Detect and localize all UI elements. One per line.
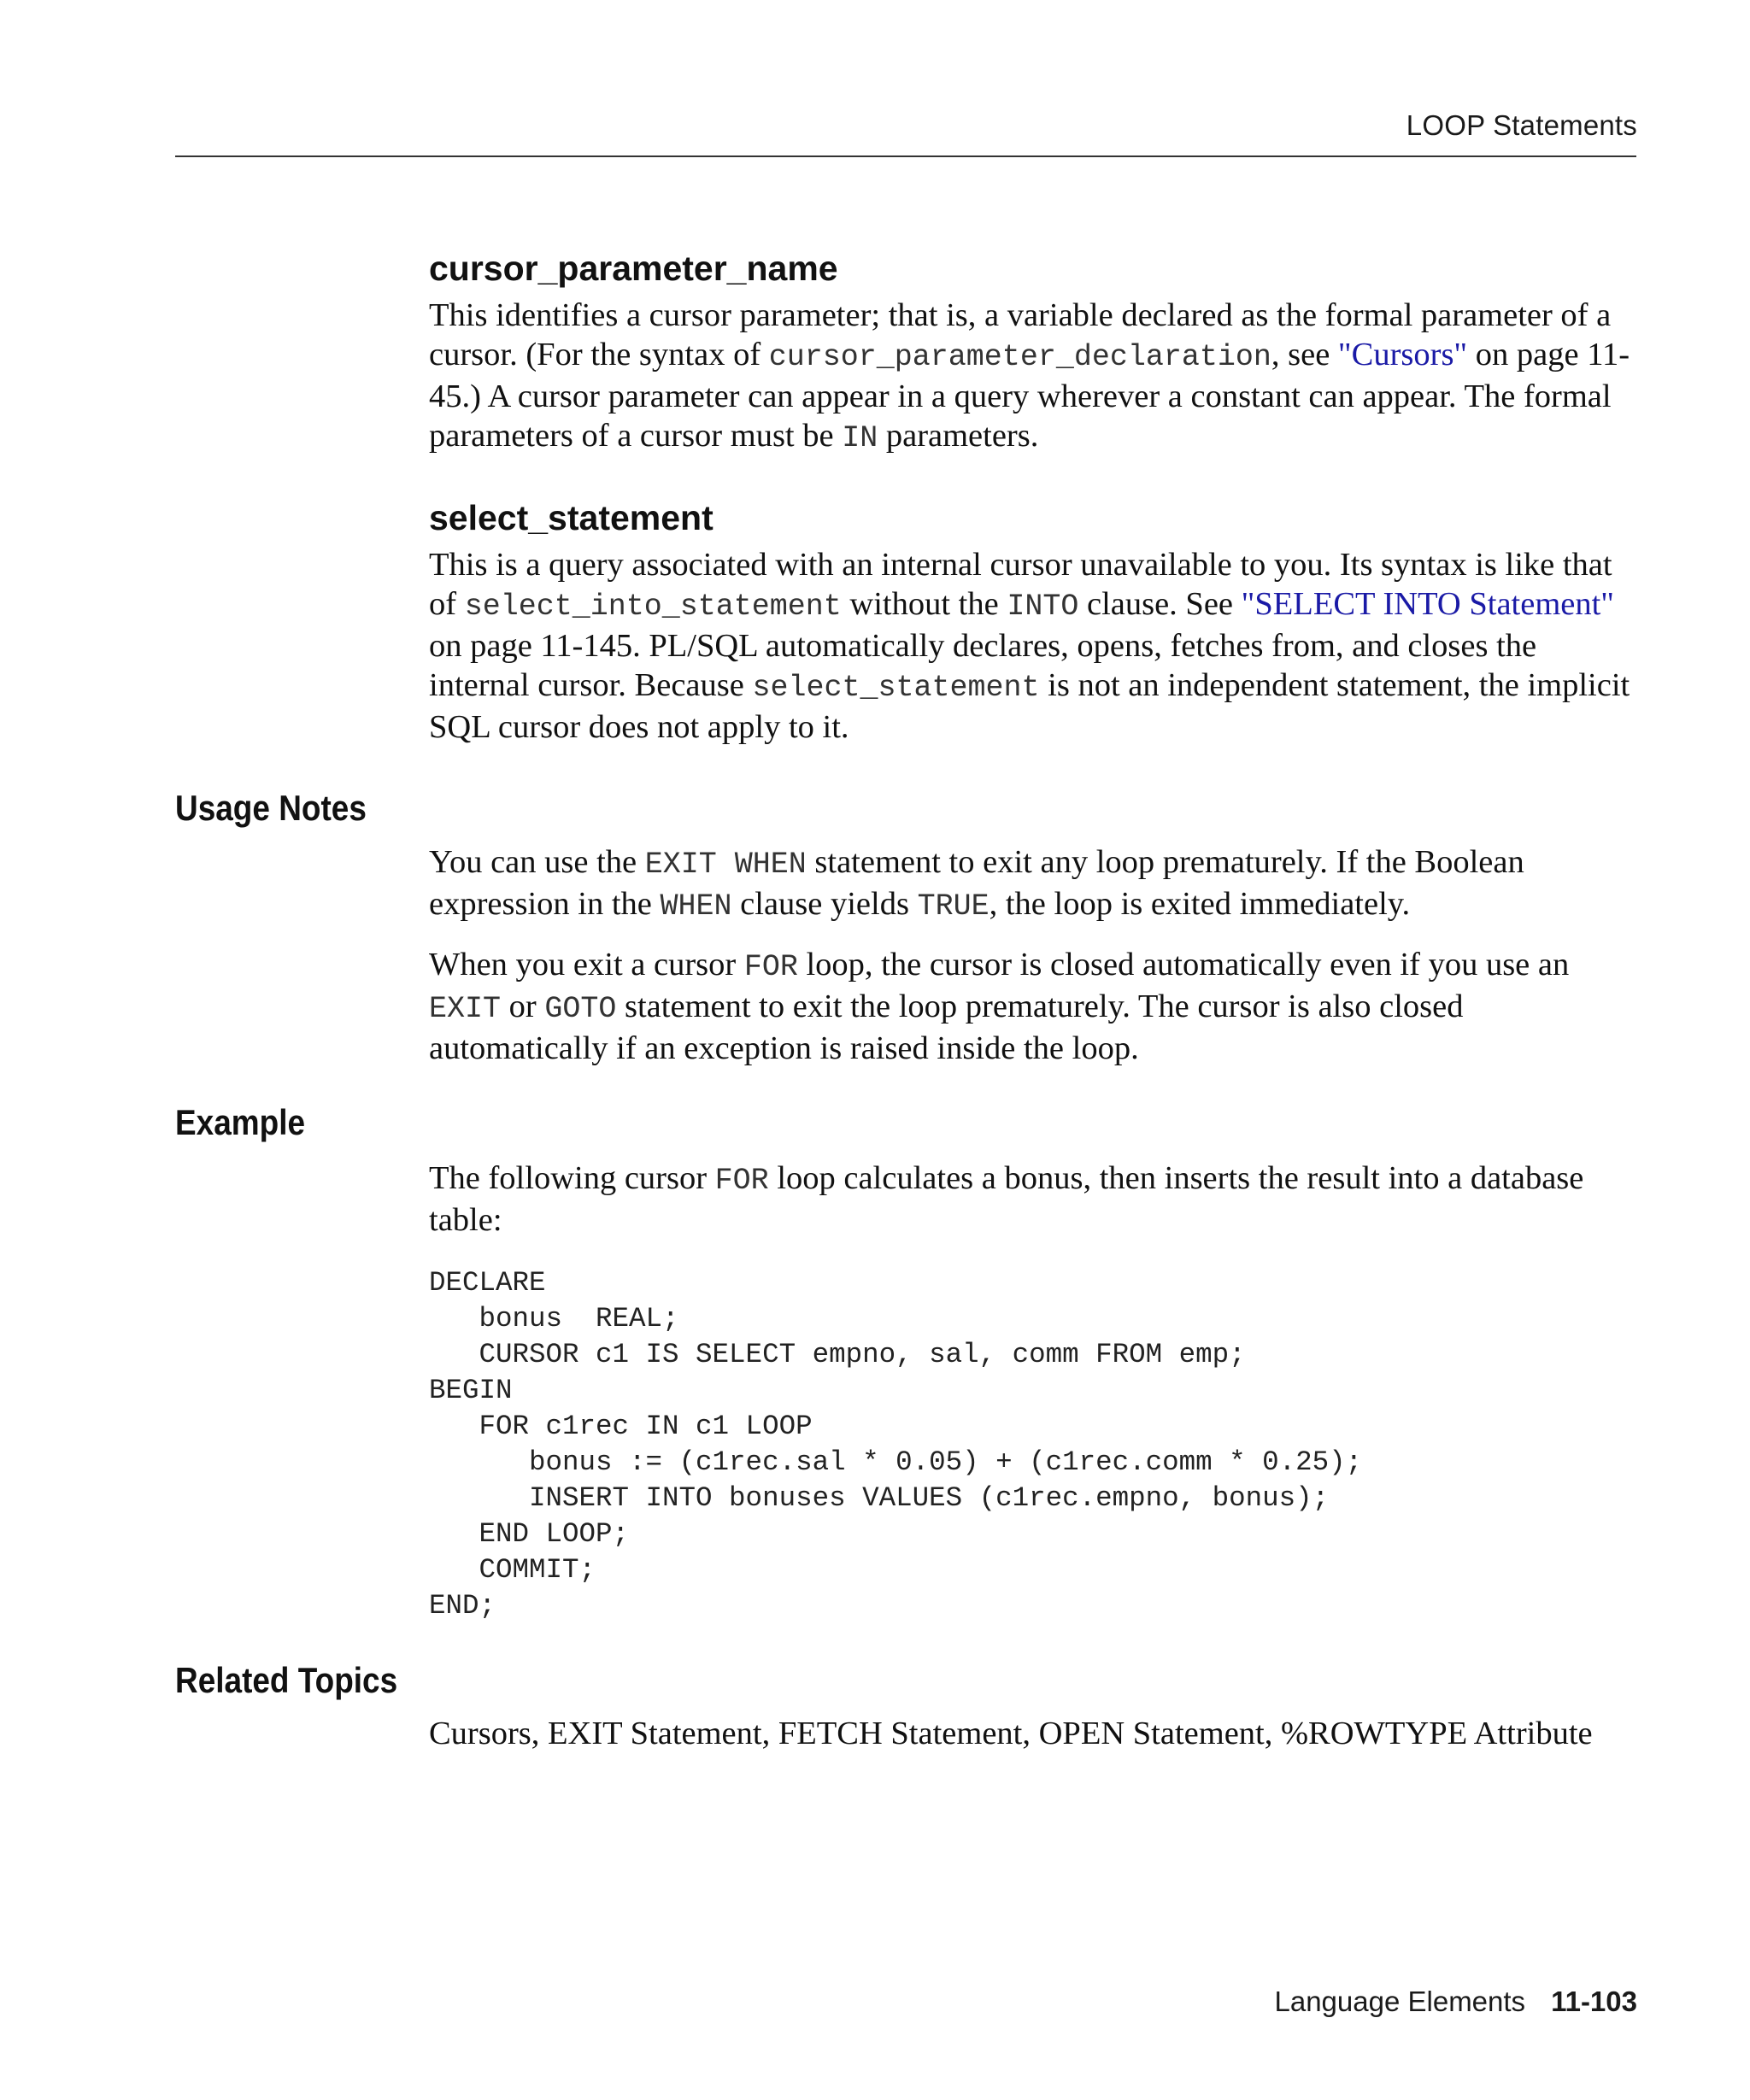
inline-code: WHEN <box>660 889 732 924</box>
inline-code: IN <box>842 421 878 455</box>
text: statement to exit the loop prematurely. The cursor is also closed automatically if an exception is raised inside the loop. <box>429 988 1464 1066</box>
page-footer <box>1275 1986 1638 2018</box>
inline-code: cursor_parameter_declaration <box>768 340 1271 374</box>
inline-code: EXIT WHEN <box>644 848 807 882</box>
page-number: 11-103 <box>1551 1986 1637 2017</box>
text: loop calculates a bonus, then inserts the result into a database table: <box>429 1160 1584 1238</box>
header-rule <box>175 155 1636 157</box>
text: This identifies a cursor parameter; that is, a variable declared as the formal parameter of a cursor. (For the syntax of <box>429 297 1612 372</box>
text: , see <box>1271 337 1338 372</box>
select-statement-block <box>429 497 1642 747</box>
inline-code: FOR <box>743 950 798 984</box>
example-code-block: DECLARE bonus REAL; CURSOR c1 IS SELECT empno, sal, comm FROM emp; BEGIN FOR c1rec IN c1 LOOP bonus := (c1rec.sal * 0.05) + (c1rec.comm * 0.25); INSERT INTO bonuses VALUES (c1rec.empno, bonus); END LOOP; COMMIT; END; <box>429 1267 1363 1622</box>
text: on page 11-145. PL/SQL automatically declares, opens, fetches from, and closes the internal cursor. Because <box>429 628 1537 703</box>
inline-code: INTO <box>1007 590 1079 624</box>
inline-code: select_statement <box>752 671 1040 705</box>
related-topics-text: Cursors, EXIT Statement, FETCH Statement, OPEN Statement, %ROWTYPE Attribute <box>429 1716 1593 1751</box>
related-topics-heading: Related Topics <box>175 1660 398 1700</box>
inline-code: GOTO <box>544 992 617 1026</box>
select-statement-heading: select_statement <box>429 498 714 537</box>
text: clause yields <box>731 886 918 922</box>
text: on page 11-45.) A cursor parameter can appear in a query wherever a constant can appear. The formal parameters of a cursor must be <box>429 337 1630 454</box>
running-header: LOOP Statements <box>1406 109 1637 141</box>
inline-code: TRUE <box>917 889 990 924</box>
text: loop, the cursor is closed automatically even if you use an <box>797 947 1570 983</box>
cursor-parameter-name-heading: cursor_parameter_name <box>429 249 838 288</box>
inline-code: EXIT <box>429 992 502 1026</box>
text: You can use the <box>429 844 645 880</box>
text: When you exit a cursor <box>429 947 744 983</box>
example-block <box>429 1159 1642 1624</box>
cursor-parameter-name-block <box>429 248 1642 458</box>
usage-notes-block <box>429 842 1642 1068</box>
select-into-statement-link[interactable]: "SELECT INTO Statement" <box>1241 586 1615 622</box>
footer-section-title: Language Elements <box>1274 1986 1526 2017</box>
usage-notes-paragraph-2 <box>429 945 1642 1068</box>
cursors-link[interactable]: "Cursors" <box>1337 337 1468 372</box>
text: is not an independent statement, the implicit SQL cursor does not apply to it. <box>429 667 1630 745</box>
text: statement to exit any loop prematurely. If the Boolean expression in the <box>429 844 1524 922</box>
example-heading: Example <box>175 1102 306 1142</box>
usage-notes-heading: Usage Notes <box>175 788 367 828</box>
usage-notes-paragraph-1 <box>429 842 1642 926</box>
inline-code: select_into_statement <box>464 590 842 624</box>
text: This is a query associated with an internal cursor unavailable to you. Its syntax is like that of <box>429 547 1612 622</box>
inline-code: FOR <box>714 1164 769 1198</box>
example-paragraph <box>429 1159 1642 1240</box>
text: , the loop is exited immediately. <box>989 886 1411 922</box>
text: clause. See <box>1078 586 1242 622</box>
text: parameters. <box>878 418 1039 454</box>
related-topics-block <box>429 1714 1642 1753</box>
cursor-parameter-name-paragraph <box>429 296 1642 458</box>
text: without the <box>841 586 1007 622</box>
select-statement-paragraph <box>429 545 1642 747</box>
text: The following cursor <box>429 1160 715 1196</box>
text: or <box>501 988 545 1024</box>
